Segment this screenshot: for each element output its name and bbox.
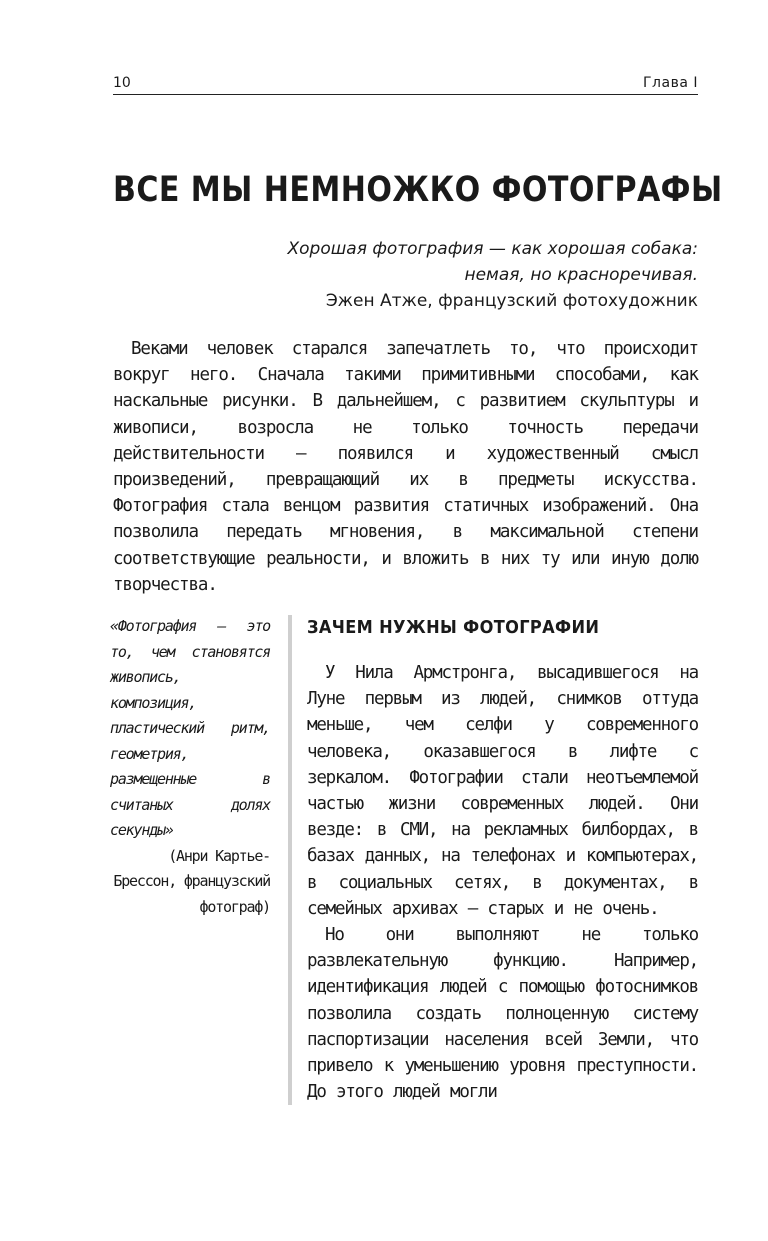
epigraph bbox=[198, 236, 698, 314]
running-header bbox=[113, 72, 698, 95]
intro-paragraph: Веками человек старался запечатлеть то, что происходит вокруг него. Сначала такими примитивными способами, как наскальные рисунки. В дальнейшем, с развитием скульптуры и живописи, возросла не только точность передачи действительности — появился и художественный смысл произведений, превращающий их в предметы искусства. Фотография стала венцом развития статичных изображений. Она позволила передать мгновения, в максимальной степени соответствующие реальности, и вложить в них ту или иную долю творчества. bbox=[113, 339, 698, 595]
section-paragraph: У Нила Армстронга, высадившегося на Луне первым из людей, снимков оттуда меньше, чем селфи у современного человека, оказавшегося в лифте с зеркалом. Фотографии стали неотъемлемой частью жизни современных людей. Они везде: в СМИ, на рекламных билбордах, в базах данных, на телефонах и компьютерах, в социальных сетях, в документах, в семейных архивах — старых и не очень. bbox=[307, 663, 698, 919]
section-body bbox=[307, 660, 698, 1105]
chapter-title: ВСЕ МЫ НЕМНОЖКО ФОТОГРАФЫ bbox=[113, 170, 723, 210]
epigraph-author: Эжен Атже, французский фотохудожник bbox=[325, 291, 698, 311]
sidebar-attribution: (Анри Картье-Брессон, французский фотограф) bbox=[113, 846, 270, 916]
sidebar-quote: «Фотография — это то, чем становятся живопись, композиция, пластический ритм, геометрия, размещенные в считаных долях секунды» bbox=[110, 617, 270, 839]
chapter-label: Глава I bbox=[643, 75, 698, 91]
section-vertical-rule bbox=[288, 615, 292, 1105]
epigraph-quote-line2: немая, но красноречивая. bbox=[464, 265, 698, 285]
epigraph-quote-line1: Хорошая фотография — как хорошая собака: bbox=[287, 239, 698, 259]
section-paragraph: Но они выполняют не только развлекательную функцию. Например, идентификация людей с помощью фотоснимков позволила создать полноценную систему паспортизации населения всей Земли, что привело к уменьшению уровня преступности. До этого людей могли bbox=[307, 925, 698, 1103]
page-number: 10 bbox=[113, 75, 131, 91]
sidebar-quote-block bbox=[110, 614, 270, 920]
section-title: ЗАЧЕМ НУЖНЫ ФОТОГРАФИИ bbox=[307, 617, 600, 638]
